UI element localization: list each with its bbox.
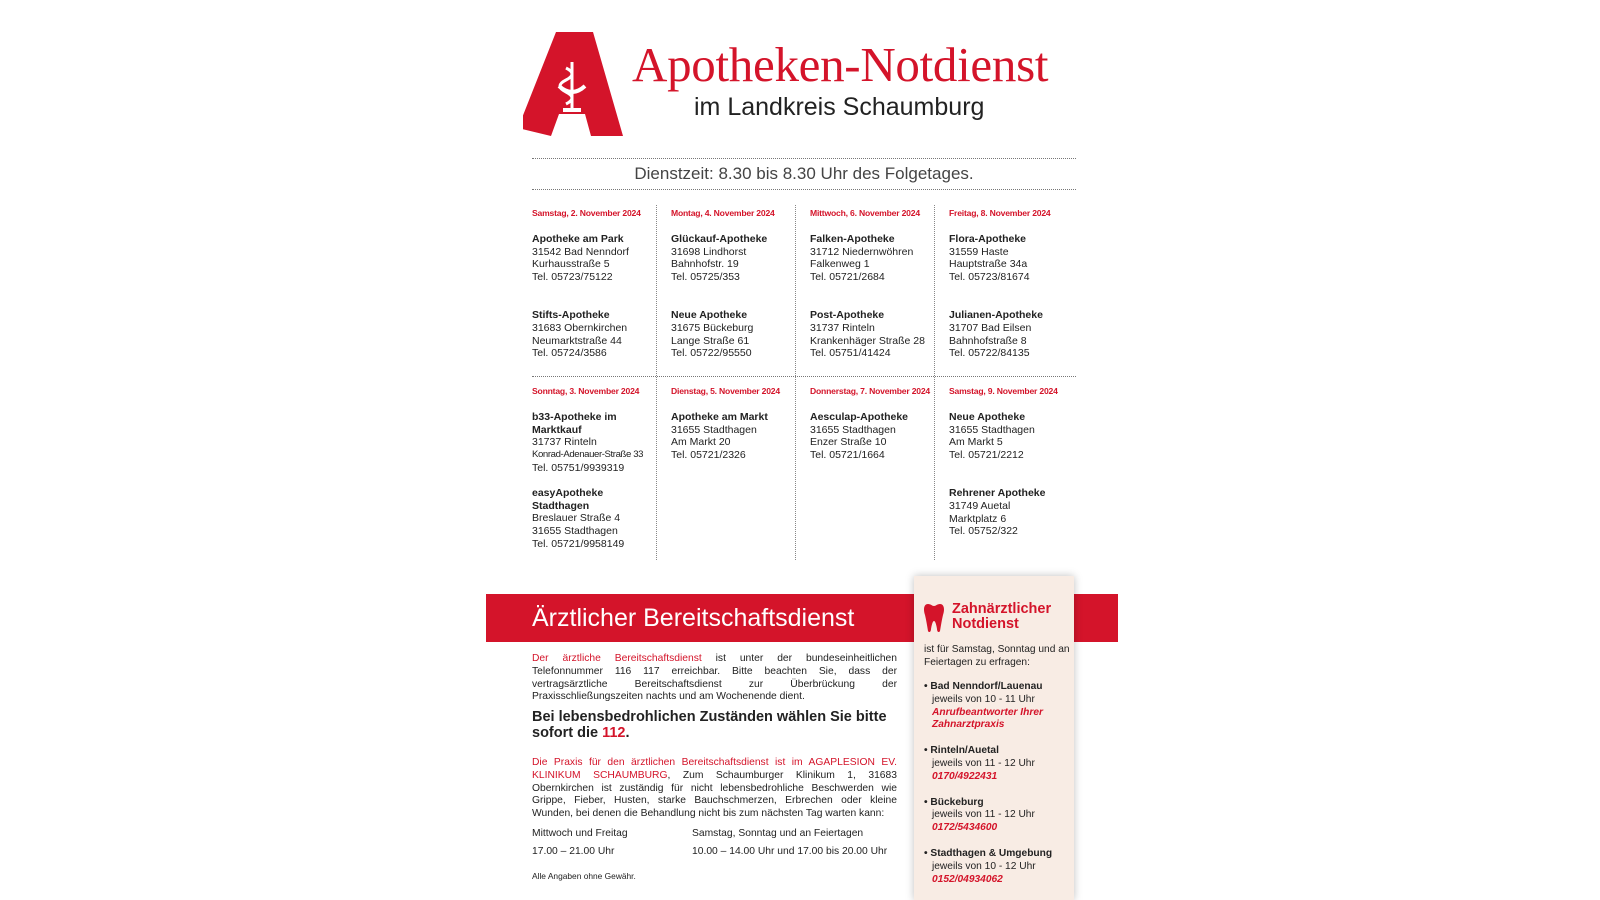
day-column [949,385,1077,550]
pharmacy-entry [949,233,1077,284]
dental-phone: 0170/4922431 [932,770,998,782]
dental-title-line: Zahnärztlicher [952,601,1052,617]
hours-days: Mittwoch und Freitag [532,828,628,839]
pharmacy-phone: Tel. 05722/84135 [949,347,1030,360]
disclaimer: Alle Angaben ohne Gewähr. [532,871,636,881]
pharmacy-name: Apotheke am Markt [671,410,768,423]
pharmacy-name: Post-Apotheke [810,308,885,321]
pharmacy-name: b33-Apotheke im [532,410,617,423]
dental-area: • Bad Nenndorf/Lauenau [924,681,1043,692]
pharmacy-name: easyApotheke [532,486,604,499]
pharmacy-street: Hauptstraße 34a [949,258,1028,271]
hours-time: 17.00 – 21.00 Uhr [532,846,615,857]
day-column [810,385,938,474]
row-divider [532,376,1076,377]
pharmacy-city: 31698 Lindhorst [671,245,747,258]
medical-intro: Der ärztliche Bereitschaftsdienst ist unter der bundeseinheitlichen Telefonnummer 116 117 erreichbar. Bitte beachten Sie, dass der vertragsärztliche Bereitschaftsdienst zur Überbrückung der Praxisschließungszeiten nachts und am Wochenende dient. [532,653,898,703]
pharmacy-phone: Tel. 05721/2326 [671,449,746,462]
day-date: Montag, 4. November 2024 [671,208,775,218]
pharmacy-street: Lange Straße 61 [671,334,750,347]
pharmacy-city: 31737 Rinteln [810,321,875,334]
dental-hours: jeweils von 11 - 12 Uhr [932,757,1035,769]
day-column [671,207,799,372]
pharmacy-entry [532,411,660,475]
pharmacy-name: Neue Apotheke [949,410,1026,423]
pharmacy-phone: Tel. 05725/353 [671,271,740,284]
pharmacy-name: Neue Apotheke [671,308,748,321]
pharmacy-entry [671,233,799,284]
pharmacy-street: Konrad-Adenauer-Straße 33 [532,449,644,461]
dental-area: • Stadthagen & Umgebung [924,847,1053,859]
dental-hours: jeweils von 11 - 12 Uhr [932,809,1035,821]
dental-hours: jeweils von 10 - 12 Uhr [932,860,1036,872]
pharmacy-city: 31683 Obernkirchen [532,321,628,334]
day-date: Donnerstag, 7. November 2024 [810,386,931,396]
pharmacy-name: Glückauf-Apotheke [671,232,768,245]
pharmacy-city: 31749 Auetal [949,499,1011,512]
apotheke-logo-icon [523,32,623,136]
pharmacy-entry [532,487,660,551]
dental-area: • Rinteln/Auetal [924,745,999,757]
medical-service-title: Ärztlicher Bereitschaftsdienst [532,604,855,632]
pharmacy-city: 31559 Haste [949,245,1009,258]
pharmacy-name: Falken-Apotheke [810,232,895,245]
pharmacy-phone: Tel. 05724/3586 [532,347,607,360]
practice-info: Die Praxis für den ärztlichen Bereitschaftsdienst ist im AGAPLESION EV. KLINIKUM SCHAUMBURG, Zum Schaumburger Klinikum 1, 31683 Obernkirchen ist zuständig für nicht lebensbedrohliche Beschwerden wie Grippe, Fieber, Husten, starke Bauchschmerzen, Erbrechen oder kleine Wunden, bei denen die Behandlung nicht bis zum nächsten Tag warten kann: [532,757,897,820]
pharmacy-phone: Tel. 05723/75122 [532,271,613,284]
pharmacy-phone: Tel. 05751/41424 [810,347,891,360]
pharmacy-name: Apotheke am Park [532,232,624,245]
pharmacy-city: 31675 Bückeburg [671,321,754,334]
pharmacy-phone: Tel. 05721/9958149 [532,537,625,550]
pharmacy-city: 31712 Niedernwöhren [810,245,914,258]
dental-title [952,602,1051,632]
pharmacy-phone: Tel. 05722/95550 [671,347,752,360]
day-column [671,385,799,474]
pharmacy-name: Stadthagen [532,499,590,512]
pharmacy-city: 31655 Stadthagen [671,423,757,436]
dental-area: • Bückeburg [924,796,984,808]
pharmacy-street: Neumarktstraße 44 [532,334,622,347]
pharmacy-city: 31542 Bad Nenndorf [532,245,629,258]
pharmacy-street: Enzer Straße 10 [810,436,887,449]
pharmacy-entry [671,309,799,360]
pharmacy-entry [949,309,1077,360]
dental-item [924,797,1074,835]
pharmacy-entry [671,411,799,462]
dental-item [924,848,1074,886]
page-subtitle: im Landkreis Schaumburg [694,93,985,121]
dental-intro: ist für Samstag, Sonntag und an Feiertagen zu erfragen: [924,644,1070,668]
emergency-number: 112 [602,725,626,741]
pharmacy-phone: Tel. 05751/9939319 [532,461,625,474]
divider [532,189,1076,190]
pharmacy-street: Am Markt 20 [671,436,731,449]
pharmacy-entry [810,309,938,360]
pharmacy-name: Marktkauf [532,423,582,436]
pharmacy-city: 31655 Stadthagen [532,525,618,538]
pharmacy-street: Marktplatz 6 [949,512,1007,525]
day-date: Freitag, 8. November 2024 [949,208,1051,218]
pharmacy-phone: Tel. 05721/2212 [949,449,1024,462]
tooth-icon [924,603,944,633]
pharmacy-entry [949,487,1077,538]
pharmacy-city: 31655 Stadthagen [810,423,896,436]
day-date: Mittwoch, 6. November 2024 [810,208,920,218]
hours-time: 10.00 – 14.00 Uhr und 17.00 bis 20.00 Uhr [692,846,888,857]
pharmacy-street: Kurhausstraße 5 [532,258,610,271]
day-column [949,207,1077,372]
pharmacy-name: Julianen-Apotheke [949,308,1043,321]
pharmacy-phone: Tel. 05723/81674 [949,271,1030,284]
pharmacy-street: Krankenhäger Straße 28 [810,334,925,347]
dental-item [924,681,1074,732]
day-column [532,385,660,563]
pharmacy-name: Stifts-Apotheke [532,308,610,321]
dental-title-line: Notdienst [952,616,1019,632]
pharmacy-street: Bahnhofstr. 19 [671,258,739,271]
divider [532,158,1076,159]
pharmacy-entry [532,309,660,360]
emergency-notice: Bei lebensbedrohlichen Zuständen wählen Sie bitte sofort die 112. [532,709,887,741]
pharmacy-entry [949,411,1077,462]
pharmacy-street: Breslauer Straße 4 [532,512,621,525]
pharmacy-entry [810,233,938,284]
pharmacy-entry [532,233,660,284]
pharmacy-phone: Tel. 05721/2684 [810,271,885,284]
pharmacy-name: Flora-Apotheke [949,232,1027,245]
pharmacy-name: Aesculap-Apotheke [810,410,909,423]
dental-item [924,745,1074,783]
dental-phone: Anrufbeantworter Ihrer Zahnarztpraxis [932,706,1043,731]
day-date: Samstag, 9. November 2024 [949,386,1058,396]
dental-hours: jeweils von 10 - 11 Uhr [932,693,1035,705]
day-date: Samstag, 2. November 2024 [532,208,641,218]
pharmacy-street: Am Markt 5 [949,436,1003,449]
pharmacy-city: 31707 Bad Eilsen [949,321,1032,334]
pharmacy-phone: Tel. 05721/1664 [810,449,885,462]
dental-list [924,681,1074,899]
pharmacy-city: 31655 Stadthagen [949,423,1035,436]
pharmacy-city: 31737 Rinteln [532,436,597,449]
dental-phone: 0172/5434600 [932,822,998,834]
page-title: Apotheken-Notdienst [632,37,1049,92]
pharmacy-entry [810,411,938,462]
pharmacy-street: Bahnhofstraße 8 [949,334,1027,347]
service-time: Dienstzeit: 8.30 bis 8.30 Uhr des Folgetages. [634,164,974,183]
pharmacy-street: Falkenweg 1 [810,258,870,271]
pharmacy-phone: Tel. 05752/322 [949,525,1018,538]
day-column [810,207,938,372]
dental-phone: 0152/04934062 [932,873,1003,885]
day-column [532,207,660,372]
day-date: Dienstag, 5. November 2024 [671,386,780,396]
dental-emergency-panel [914,576,1074,900]
hours-days: Samstag, Sonntag und an Feiertagen [692,828,864,839]
pharmacy-name: Rehrener Apotheke [949,486,1046,499]
day-date: Sonntag, 3. November 2024 [532,386,640,396]
